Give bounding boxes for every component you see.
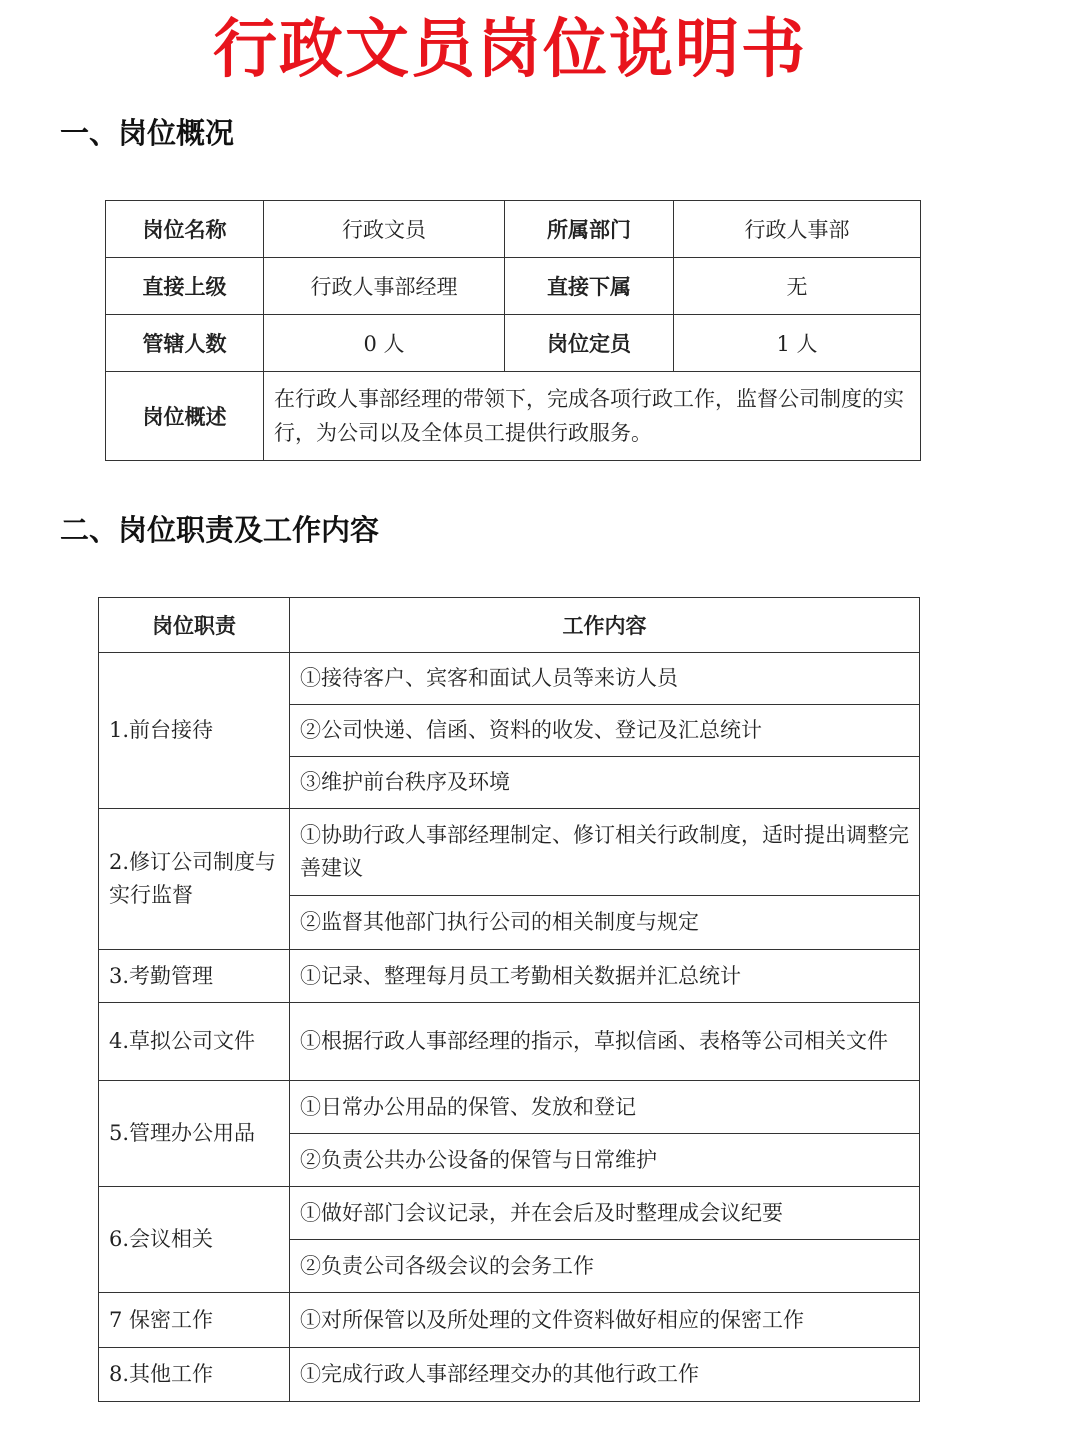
table-row xyxy=(99,1187,920,1240)
headcount-value: 1 人 xyxy=(674,315,921,372)
table-row xyxy=(99,653,920,705)
table-row xyxy=(106,372,921,461)
duty-item: ①完成行政人事部经理交办的其他行政工作 xyxy=(290,1348,920,1402)
supervisor-value: 行政人事部经理 xyxy=(264,258,505,315)
duty-item: ①接待客户、宾客和面试人员等来访人员 xyxy=(290,653,920,705)
table-row xyxy=(99,809,920,896)
table-row xyxy=(99,1293,920,1348)
subordinates-label: 直接下属 xyxy=(505,258,674,315)
table-row xyxy=(99,1003,920,1081)
duty-item: ②监督其他部门执行公司的相关制度与规定 xyxy=(290,896,920,950)
duty-item: ③维护前台秩序及环境 xyxy=(290,757,920,809)
table-row xyxy=(106,315,921,372)
department-label: 所属部门 xyxy=(505,201,674,258)
duty-name: 8.其他工作 xyxy=(99,1348,290,1402)
table-row xyxy=(99,950,920,1003)
position-name-label: 岗位名称 xyxy=(106,201,264,258)
duty-item: ②公司快递、信函、资料的收发、登记及汇总统计 xyxy=(290,705,920,757)
duty-item: ②负责公共办公设备的保管与日常维护 xyxy=(290,1134,920,1187)
duty-item: ①对所保管以及所处理的文件资料做好相应的保密工作 xyxy=(290,1293,920,1348)
table-header-row xyxy=(99,598,920,653)
headcount-label: 岗位定员 xyxy=(505,315,674,372)
duty-item: ①根据行政人事部经理的指示，草拟信函、表格等公司相关文件 xyxy=(290,1003,920,1081)
supervisor-label: 直接上级 xyxy=(106,258,264,315)
document-title: 行政文员岗位说明书 xyxy=(213,13,807,87)
table-row xyxy=(99,1081,920,1134)
duties-table xyxy=(98,597,920,1402)
content-column-header: 工作内容 xyxy=(290,598,920,653)
department-value: 行政人事部 xyxy=(674,201,921,258)
table-row xyxy=(99,1348,920,1402)
duty-item: ①协助行政人事部经理制定、修订相关行政制度，适时提出调整完善建议 xyxy=(290,809,920,896)
section-heading-duties: 二、岗位职责及工作内容 xyxy=(60,513,380,547)
duty-item: ①做好部门会议记录，并在会后及时整理成会议纪要 xyxy=(290,1187,920,1240)
duty-item: ①记录、整理每月员工考勤相关数据并汇总统计 xyxy=(290,950,920,1003)
section-heading-overview: 一、岗位概况 xyxy=(60,116,235,150)
duty-name: 3.考勤管理 xyxy=(99,950,290,1003)
duty-name: 7 保密工作 xyxy=(99,1293,290,1348)
subordinates-value: 无 xyxy=(674,258,921,315)
managed-count-label: 管辖人数 xyxy=(106,315,264,372)
duty-name: 2.修订公司制度与实行监督 xyxy=(99,809,290,950)
duty-name: 1.前台接待 xyxy=(99,653,290,809)
managed-count-value: 0 人 xyxy=(264,315,505,372)
position-name-value: 行政文员 xyxy=(264,201,505,258)
table-row xyxy=(106,201,921,258)
duty-item: ②负责公司各级会议的会务工作 xyxy=(290,1240,920,1293)
position-overview-table xyxy=(105,200,921,461)
duty-name: 5.管理办公用品 xyxy=(99,1081,290,1187)
duty-name: 4.草拟公司文件 xyxy=(99,1003,290,1081)
duty-name: 6.会议相关 xyxy=(99,1187,290,1293)
table-row xyxy=(106,258,921,315)
summary-label: 岗位概述 xyxy=(106,372,264,461)
summary-text: 在行政人事部经理的带领下，完成各项行政工作，监督公司制度的实行，为公司以及全体员工提供行政服务。 xyxy=(264,372,921,461)
duty-item: ①日常办公用品的保管、发放和登记 xyxy=(290,1081,920,1134)
duty-column-header: 岗位职责 xyxy=(99,598,290,653)
